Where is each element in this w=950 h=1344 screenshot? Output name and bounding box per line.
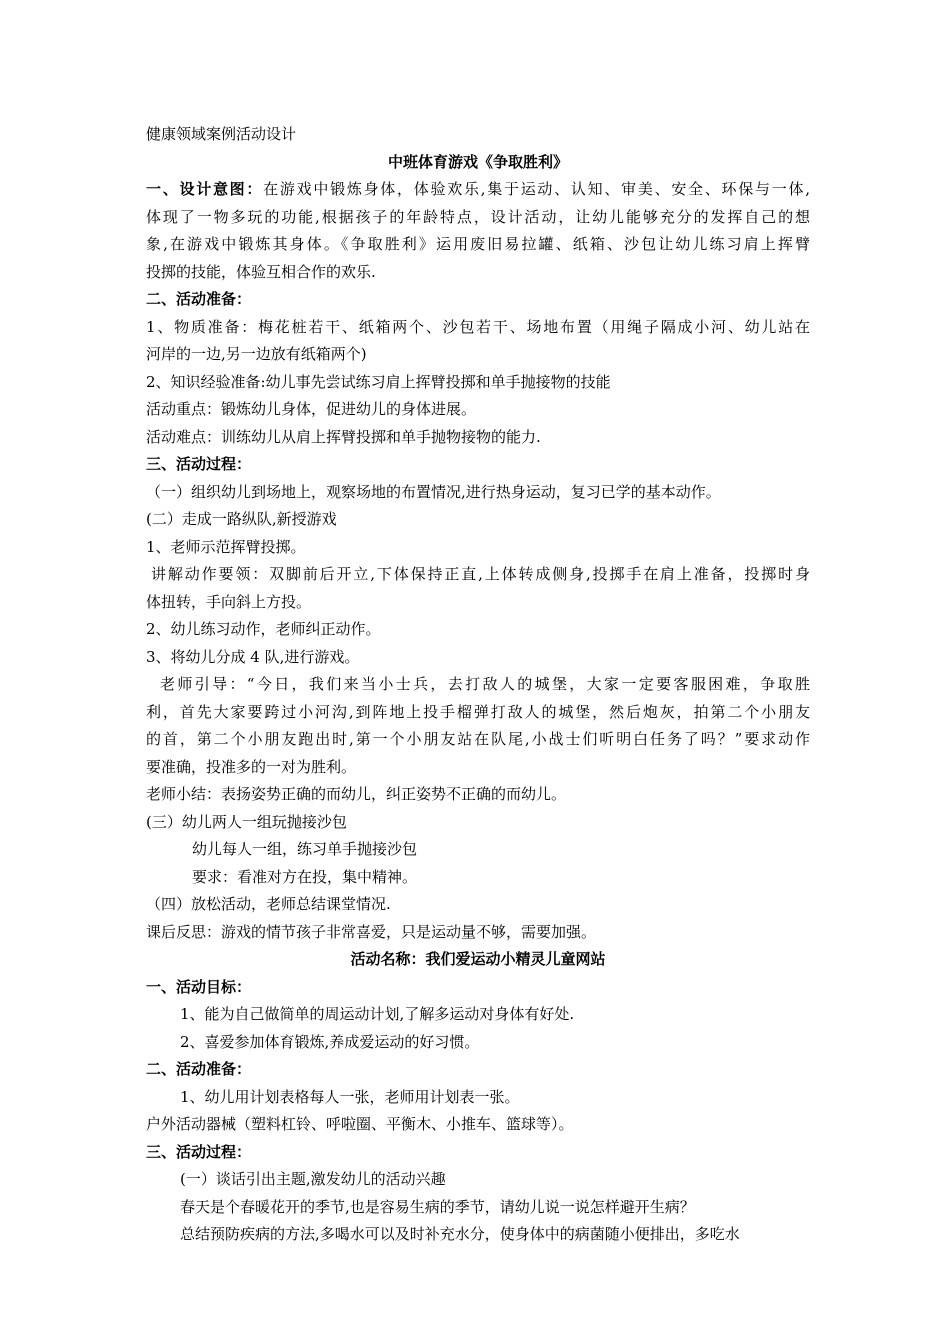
process-line-16: （四）放松活动，老师总结课堂情况. xyxy=(146,895,391,913)
process-line-7: 3、将幼儿分成 4 队,进行游戏。 xyxy=(146,647,360,666)
activity2-goal-1: 1、能为自己做简单的周运动计划,了解多运动对身体有好处. xyxy=(180,1005,575,1023)
activity2-prep-1: 1、幼儿用计划表格每人一张，老师用计划表一张。 xyxy=(180,1087,520,1106)
process-line-6: 2、幼儿练习动作，老师纠正动作。 xyxy=(146,620,381,638)
activity2-goal-2: 2、喜爱参加体育锻炼,养成爱运动的好习惯。 xyxy=(180,1032,480,1051)
process-line-14: 幼儿每人一组，练习单手抛接沙包 xyxy=(192,840,418,858)
document-page xyxy=(146,121,810,1249)
design-intent-line-3: 象,在游戏中锻炼其身体。《争取胜利》运用废旧易拉罐、纸箱、沙包让幼儿练习肩上挥臂 xyxy=(146,235,810,253)
process-line-4: 讲解动作要领：双脚前后开立,下体保持正直,上体转成侧身,投掷手在肩上准备，投掷时身 xyxy=(151,565,810,583)
design-intent-text: 在游戏中锻炼身体，体验欢乐,集于运动、认知、审美、安全、环保与一体, xyxy=(263,180,810,198)
process-line-1: （一）组织幼儿到场地上，观察场地的布置情况,进行热身运动，复习已学的基本动作。 xyxy=(146,482,721,501)
design-intent-line-2: 体现了一物多玩的功能,根据孩子的年龄特点，设计活动，让幼儿能够充分的发挥自己的想 xyxy=(146,207,810,226)
design-intent-line-4: 投掷的技能，体验互相合作的欢乐. xyxy=(146,262,376,281)
activity2-process-1: (一）谈话引出主题,激发幼儿的活动兴趣 xyxy=(180,1170,446,1188)
design-intent-heading: 一、设计意图： xyxy=(146,180,264,198)
process-line-15: 要求：看准对方在投，集中精神。 xyxy=(192,867,418,886)
activity2-prep-2: 户外活动器械（塑料杠铃、呼啦圈、平衡木、小推车、篮球等）。 xyxy=(146,1115,574,1133)
process-line-12: 老师小结：表扬姿势正确的而幼儿，纠正姿势不正确的而幼儿。 xyxy=(146,785,567,803)
activity2-prep-heading: 二、活动准备： xyxy=(146,1060,252,1078)
prep-line-2: 河岸的一边,另一边放有纸箱两个) xyxy=(146,345,367,363)
process-line-2: (二）走成一路纵队,新授游戏 xyxy=(146,510,337,528)
process-line-13: (三）幼儿两人一组玩抛接沙包 xyxy=(146,812,347,831)
design-intent-line-1 xyxy=(146,176,810,204)
activity2-process-heading: 三、活动过程： xyxy=(146,1142,252,1161)
activity2-goal-heading: 一、活动目标： xyxy=(146,977,252,996)
activity2-title: 活动名称：我们爱运动小精灵儿童网站 xyxy=(350,950,606,968)
process-line-5: 体扭转，手向斜上方投。 xyxy=(146,592,312,611)
activity2-process-3: 总结预防疾病的方法,多喝水可以及时补充水分，使身体中的病菌随小便排出，多吃水 xyxy=(180,1225,740,1243)
prep-line-1: 1、物质准备：梅花桩若干、纸箱两个、沙包若干、场地布置（用绳子隔成小河、幼儿站在 xyxy=(146,317,810,336)
process-line-3: 1、老师示范挥臂投掷。 xyxy=(146,537,306,556)
reflection: 课后反思：游戏的情节孩子非常喜爱，只是运动量不够，需要加强。 xyxy=(146,922,597,941)
prep-line-3: 2、知识经验准备:幼儿事先尝试练习肩上挥臂投掷和单手抛接物的技能 xyxy=(146,372,611,391)
prep-heading: 二、活动准备： xyxy=(146,290,252,308)
process-heading: 三、活动过程： xyxy=(146,455,252,473)
activity2-process-2: 春天是个春暖花开的季节,也是容易生病的季节，请幼儿说一说怎样避开生病？ xyxy=(180,1197,695,1216)
process-line-11: 要准确，投准多的一对为胜利。 xyxy=(146,757,357,776)
game-title: 中班体育游戏《争取胜利》 xyxy=(387,152,568,171)
doc-header: 健康领域案例活动设计 xyxy=(146,125,297,143)
process-line-8: 老师引导：“今日，我们来当小士兵，去打敌人的城堡，大家一定要客服困难，争取胜 xyxy=(160,675,810,693)
key-point: 活动重点：锻炼幼儿身体，促进幼儿的身体进展。 xyxy=(146,400,477,418)
process-line-10: 的首，第二个小朋友跑出时,第一个小朋友站在队尾,小战士们听明白任务了吗？”要求动作 xyxy=(146,730,810,748)
difficulty-point: 活动难点：训练幼儿从肩上挥臂投掷和单手抛物接物的能力. xyxy=(146,427,541,446)
process-line-9: 利，首先大家要跨过小河沟,到阵地上投手榴弹打敌人的城堡，然后炮灰，拍第二个小朋友 xyxy=(146,702,810,721)
